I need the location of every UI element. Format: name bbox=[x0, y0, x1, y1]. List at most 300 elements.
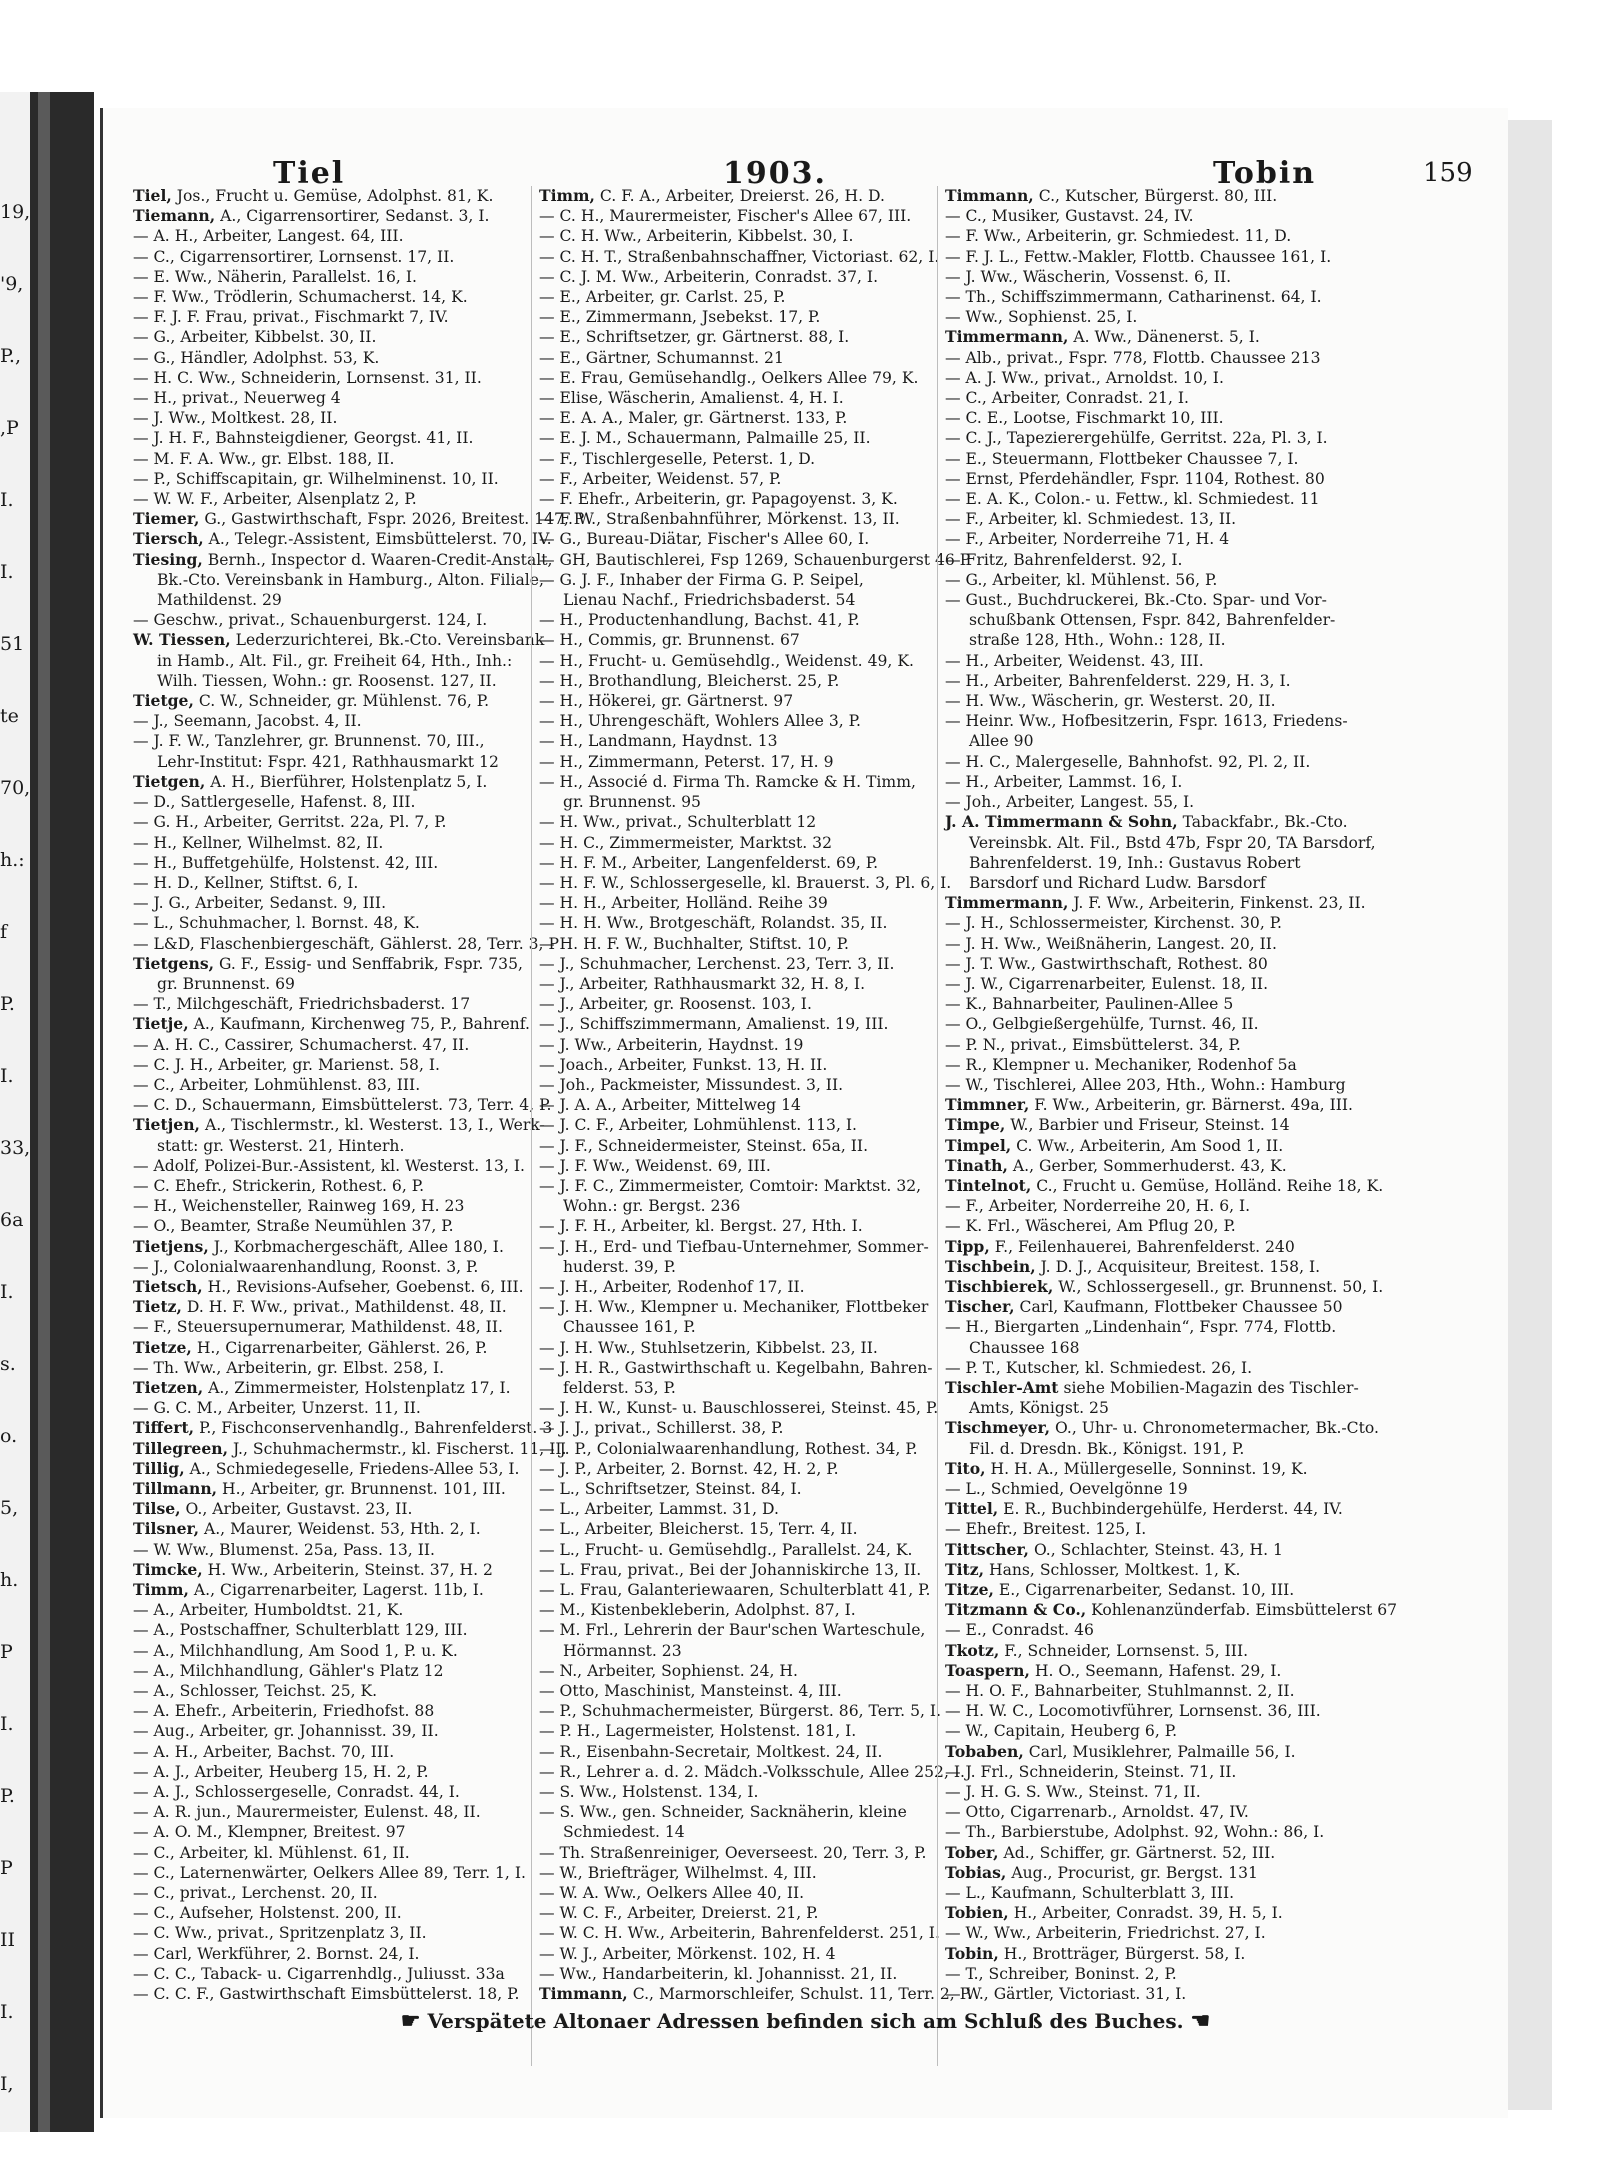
left-page-text-fragment: 70, bbox=[0, 777, 31, 799]
entry-surname: Tintelnot, bbox=[945, 1175, 1032, 1195]
entry-text: — E. A. A., Maler, gr. Gärtnerst. 133, P. bbox=[539, 409, 848, 428]
entry-surname: Tietsch, bbox=[133, 1276, 203, 1296]
entry-continuation bbox=[945, 873, 1335, 893]
entry-text: H., Arbeiter, Conradst. 39, H. 5, I. bbox=[1008, 1904, 1283, 1923]
entry-text: H., Cigarrenarbeiter, Gählerst. 26, P. bbox=[191, 1338, 488, 1357]
entry-surname: Timmner, bbox=[945, 1095, 1030, 1115]
directory-entry bbox=[133, 1580, 523, 1600]
entry-text: — H. H. F. W., Buchhalter, Stiftst. 10, P. bbox=[539, 934, 850, 953]
entry-text: — J. C. F., Arbeiter, Lohmühlenst. 113, I. bbox=[539, 1116, 858, 1135]
entry-continuation bbox=[133, 752, 523, 772]
left-page-text-fragment: 5, bbox=[0, 1497, 19, 1519]
entry-text: G. F., Essig- und Senffabrik, Fspr. 735, bbox=[214, 954, 523, 973]
directory-entry bbox=[133, 449, 523, 469]
entry-surname: Tischmeyer, bbox=[945, 1418, 1051, 1438]
entry-text: — F. W., Straßenbahnführer, Mörkenst. 13, II. bbox=[539, 510, 900, 529]
entry-text: C. Ww., Arbeiterin, Am Sood 1, II. bbox=[1011, 1136, 1284, 1155]
directory-entry bbox=[539, 509, 929, 529]
directory-entry bbox=[539, 1843, 929, 1863]
entry-text: — W., Capitain, Heuberg 6, P. bbox=[945, 1722, 1178, 1741]
directory-entry bbox=[945, 1742, 1335, 1762]
directory-entry bbox=[539, 1035, 929, 1055]
entry-text: Schmiedest. 14 bbox=[563, 1823, 685, 1842]
directory-entry bbox=[945, 1459, 1335, 1479]
pointing-hand-icon: ☚ bbox=[1190, 2008, 1211, 2034]
entry-text: — L. Frau, Galanteriewaaren, Schulterblatt 41, P. bbox=[539, 1581, 931, 1600]
entry-text: — E. J. M., Schauermann, Palmaille 25, II. bbox=[539, 429, 871, 448]
directory-entry bbox=[539, 630, 929, 650]
entry-text: — Th., Barbierstube, Adolphst. 92, Wohn.: 86, I. bbox=[945, 1823, 1325, 1842]
directory-entry bbox=[539, 812, 929, 832]
entry-text: — G. H., Arbeiter, Gerritst. 22a, Pl. 7, P. bbox=[133, 813, 447, 832]
entry-text: — H., Zimmermann, Peterst. 17, H. 9 bbox=[539, 752, 834, 771]
directory-entry bbox=[945, 994, 1335, 1014]
directory-entry bbox=[539, 1701, 942, 1721]
book-spine-highlight bbox=[38, 92, 50, 2132]
entry-text: Fil. d. Dresdn. Bk., Königst. 191, P. bbox=[969, 1439, 1245, 1458]
entry-text: — A., Postschaffner, Schulterblatt 129, III. bbox=[133, 1621, 468, 1640]
directory-entry bbox=[539, 833, 929, 853]
directory-entry bbox=[945, 307, 1335, 327]
directory-entry bbox=[945, 428, 1335, 448]
entry-text: — Elise, Wäscherin, Amalienst. 4, H. I. bbox=[539, 389, 844, 408]
entry-text: — A. H., Arbeiter, Bachst. 70, III. bbox=[133, 1742, 395, 1761]
directory-entry bbox=[945, 1377, 1359, 1398]
directory-entry bbox=[133, 1600, 523, 1620]
left-page-text-fragment: I. bbox=[0, 1713, 14, 1735]
entry-text: — R., Lehrer a. d. 2. Mädch.-Volksschule, Allee 252, I. bbox=[539, 1762, 965, 1781]
entry-text: — J. P., Colonialwaarenhandlung, Rothest. 34, P. bbox=[539, 1439, 918, 1458]
header-year: 1903. bbox=[723, 156, 827, 191]
entry-text: — F., Steuersupernumerar, Mathildenst. 48, II. bbox=[133, 1318, 503, 1337]
directory-entry bbox=[945, 1358, 1335, 1378]
directory-entry bbox=[133, 1176, 523, 1196]
entry-text: — H., Commis, gr. Brunnenst. 67 bbox=[539, 631, 800, 650]
page-number: 159 bbox=[1423, 158, 1473, 188]
directory-entry bbox=[133, 348, 523, 368]
directory-entry bbox=[133, 408, 523, 428]
directory-entry bbox=[945, 509, 1335, 529]
directory-entry bbox=[539, 1620, 929, 1640]
entry-surname: Tiersch, bbox=[133, 529, 204, 549]
directory-entry bbox=[945, 408, 1335, 428]
left-page-text-fragment: I. bbox=[0, 2001, 14, 2023]
entry-text: schußbank Ottensen, Fspr. 842, Bahrenfelder- bbox=[969, 611, 1336, 630]
directory-entry bbox=[133, 1721, 523, 1741]
entry-text: — K., Bahnarbeiter, Paulinen-Allee 5 bbox=[945, 995, 1234, 1014]
directory-entry bbox=[539, 752, 929, 772]
entry-text: — H., privat., Neuerweg 4 bbox=[133, 389, 341, 408]
directory-entry bbox=[539, 1277, 929, 1297]
entry-text: H., Revisions-Aufseher, Goebenst. 6, III. bbox=[202, 1277, 524, 1296]
directory-entry bbox=[133, 1257, 523, 1277]
directory-entry bbox=[133, 186, 523, 206]
directory-entry bbox=[133, 1035, 523, 1055]
entry-text: — Joach., Arbeiter, Funkst. 13, H. II. bbox=[539, 1055, 828, 1074]
entry-continuation bbox=[133, 974, 523, 994]
entry-text: — H., Uhrengeschäft, Wohlers Allee 3, P. bbox=[539, 712, 861, 731]
entry-text: — Alb., privat., Fspr. 778, Flottb. Chaussee 213 bbox=[945, 348, 1321, 367]
directory-entry bbox=[133, 1742, 523, 1762]
entry-text: — C. H. Ww., Arbeiterin, Kibbelst. 30, I. bbox=[539, 227, 854, 246]
entry-text: — J. H. R., Gastwirthschaft u. Kegelbahn, Bahren- bbox=[539, 1358, 933, 1377]
entry-text: — A. J. Ww., privat., Arnoldst. 10, I. bbox=[945, 368, 1224, 387]
entry-text: Tabackfabr., Bk.-Cto. bbox=[1177, 813, 1348, 832]
entry-text: — C., Musiker, Gustavst. 24, IV. bbox=[945, 207, 1194, 226]
directory-entry bbox=[945, 1115, 1335, 1135]
entry-text: A., Telegr.-Assistent, Eimsbüttelerst. 70, IV. bbox=[203, 530, 552, 549]
directory-entry bbox=[539, 1661, 929, 1681]
directory-entry bbox=[539, 1519, 929, 1539]
entry-text: — C. J. M. Ww., Arbeiterin, Conradst. 37, I. bbox=[539, 267, 879, 286]
entry-text: — L., Frucht- u. Gemüsehdlg., Parallelst. 24, K. bbox=[539, 1540, 913, 1559]
entry-text: A. Ww., Dänenerst. 5, I. bbox=[1068, 328, 1260, 347]
directory-entry bbox=[945, 1297, 1343, 1317]
entry-text: — C. H. T., Straßenbahnschaffner, Victoriast. 62, I. bbox=[539, 247, 940, 266]
entry-surname: Tischer, bbox=[945, 1297, 1015, 1317]
directory-entry bbox=[945, 1237, 1335, 1257]
entry-surname: Tilsner, bbox=[133, 1519, 199, 1539]
directory-entry bbox=[133, 772, 523, 792]
entry-text: — H. D., Kellner, Stiftst. 6, I. bbox=[133, 873, 359, 892]
entry-text: — E., Zimmermann, Jsebekst. 17, P. bbox=[539, 308, 821, 327]
entry-text: Carl, Musiklehrer, Palmaille 56, I. bbox=[1023, 1742, 1296, 1761]
entry-text: — J., Seemann, Jacobst. 4, II. bbox=[133, 712, 362, 731]
directory-entry bbox=[945, 1418, 1379, 1438]
left-page-text-fragment: s. bbox=[0, 1353, 16, 1375]
directory-entry bbox=[539, 1923, 940, 1943]
entry-surname: Tischbierek, bbox=[945, 1276, 1054, 1296]
directory-entry bbox=[133, 1883, 523, 1903]
entry-surname: Timm, bbox=[133, 1580, 189, 1600]
entry-text: — H. F. M., Arbeiter, Langenfelderst. 69, P. bbox=[539, 853, 879, 872]
directory-entry bbox=[539, 1398, 939, 1418]
entry-text: J., Korbmachergeschäft, Allee 180, I. bbox=[208, 1237, 504, 1256]
directory-entry bbox=[539, 226, 929, 246]
directory-entry bbox=[539, 934, 929, 954]
entry-text: — E., Steuermann, Flottbeker Chaussee 7, I. bbox=[945, 449, 1299, 468]
entry-surname: Tobin, bbox=[945, 1943, 999, 1963]
directory-entry bbox=[945, 186, 1335, 206]
directory-entry bbox=[539, 570, 929, 590]
entry-text: — A., Milchhandlung, Am Sood 1, P. u. K. bbox=[133, 1641, 458, 1660]
entry-continuation bbox=[539, 590, 929, 610]
directory-entry bbox=[539, 1540, 929, 1560]
left-page-text-fragment: I. bbox=[0, 561, 14, 583]
entry-text: Bernh., Inspector d. Waaren-Credit-Anstalt, bbox=[202, 550, 553, 569]
entry-text: Hans, Schlosser, Moltkest. 1, K. bbox=[984, 1560, 1241, 1579]
entry-text: F., Feilenhauerei, Bahrenfelderst. 240 bbox=[989, 1237, 1295, 1256]
directory-entry bbox=[539, 873, 952, 893]
directory-entry bbox=[133, 428, 523, 448]
directory-entry bbox=[133, 610, 523, 630]
directory-entry bbox=[133, 1822, 523, 1842]
directory-entry bbox=[133, 1499, 523, 1519]
left-page-text-fragment: 33, bbox=[0, 1137, 31, 1159]
entry-text: — W. C. H. Ww., Arbeiterin, Bahrenfelderst. 251, I. bbox=[539, 1924, 940, 1943]
entry-surname: Tinath, bbox=[945, 1155, 1008, 1175]
entry-text: W., Schlossergesell., gr. Brunnenst. 50, I. bbox=[1053, 1277, 1384, 1296]
entry-text: — C. Ww., privat., Spritzenplatz 3, II. bbox=[133, 1924, 427, 1943]
entry-text: — J. P., Arbeiter, 2. Bornst. 42, H. 2, P. bbox=[539, 1459, 839, 1478]
entry-text: W., Barbier und Friseur, Steinst. 14 bbox=[1005, 1116, 1290, 1135]
entry-text: — F. Ww., Arbeiterin, gr. Schmiedest. 11, D. bbox=[945, 227, 1292, 246]
entry-continuation bbox=[539, 1378, 929, 1398]
entry-text: — A. J., Arbeiter, Heuberg 15, H. 2, P. bbox=[133, 1762, 429, 1781]
entry-text: — T., Milchgeschäft, Friedrichsbaderst. 17 bbox=[133, 995, 471, 1014]
entry-text: — Carl, Werkführer, 2. Bornst. 24, I. bbox=[133, 1944, 420, 1963]
entry-surname: Tiesing, bbox=[133, 549, 203, 569]
entry-text: — H., Weichensteller, Rainweg 169, H. 23 bbox=[133, 1197, 465, 1216]
entry-text: Bk.-Cto. Vereinsbank in Hamburg., Alton. Filiale, bbox=[157, 570, 544, 589]
directory-entry bbox=[133, 1519, 523, 1539]
entry-text: — J. J., privat., Schillerst. 38, P. bbox=[539, 1419, 784, 1438]
directory-entry bbox=[539, 1418, 929, 1438]
directory-entry bbox=[133, 1843, 523, 1863]
entry-surname: Tillig, bbox=[133, 1458, 185, 1478]
entry-text: felderst. 53, P. bbox=[563, 1378, 676, 1397]
entry-text: — W. J., Arbeiter, Mörkenst. 102, H. 4 bbox=[539, 1944, 836, 1963]
entry-continuation bbox=[945, 853, 1335, 873]
directory-entry bbox=[539, 1762, 965, 1782]
entry-text: — L., Schuhmacher, l. Bornst. 48, K. bbox=[133, 914, 420, 933]
directory-entry bbox=[133, 1782, 523, 1802]
entry-text: statt: gr. Westerst. 21, Hinterh. bbox=[157, 1136, 405, 1155]
directory-entry bbox=[133, 287, 523, 307]
entry-text: siehe Mobilien-Magazin des Tischler- bbox=[1058, 1378, 1359, 1397]
entry-text: — H., Buffetgehülfe, Holstenst. 42, III. bbox=[133, 853, 439, 872]
directory-entry bbox=[133, 267, 523, 287]
entry-surname: Titz, bbox=[945, 1559, 985, 1579]
directory-entry bbox=[945, 1600, 1398, 1620]
directory-entry bbox=[539, 1580, 929, 1600]
entry-text: O., Schlachter, Steinst. 43, H. 1 bbox=[1028, 1540, 1283, 1559]
directory-entry bbox=[539, 186, 929, 206]
directory-entry bbox=[945, 1519, 1335, 1539]
directory-entry bbox=[539, 1964, 929, 1984]
entry-text: — E. Frau, Gemüsehandlg., Oelkers Allee 79, K. bbox=[539, 368, 919, 387]
directory-entry bbox=[945, 529, 1335, 549]
entry-text: — H., Hökerei, gr. Gärtnerst. 97 bbox=[539, 692, 794, 711]
entry-text: — J. F. C., Zimmermeister, Comtoir: Marktst. 32, bbox=[539, 1176, 922, 1195]
entry-surname: Timpe, bbox=[945, 1115, 1006, 1135]
entry-text: H. O., Seemann, Hafenst. 29, I. bbox=[1029, 1661, 1282, 1680]
entry-text: H., Brotträger, Bürgerst. 58, I. bbox=[998, 1944, 1246, 1963]
entry-text: — C. D., Schauermann, Eimsbüttelerst. 73, Terr. 4, P. bbox=[133, 1096, 552, 1115]
entry-text: — Otto, Maschinist, Mansteinst. 4, III. bbox=[539, 1682, 842, 1701]
entry-text: huderst. 39, P. bbox=[563, 1257, 676, 1276]
entry-surname: Tietje, bbox=[133, 1014, 189, 1034]
footer-text: Verspätete Altonaer Adressen befinden sich am Schluß des Buches. bbox=[427, 2009, 1184, 2033]
directory-entry bbox=[945, 1782, 1335, 1802]
directory-entry bbox=[133, 1964, 523, 1984]
entry-text: C., Kutscher, Bürgerst. 80, III. bbox=[1033, 187, 1278, 205]
entry-text: — GH, Bautischlerei, Fsp 1269, Schauenburgerst 46 P bbox=[539, 550, 971, 569]
entry-surname: Timmermann, bbox=[945, 893, 1069, 913]
entry-text: Mathildenst. 29 bbox=[157, 591, 282, 610]
entry-text: — C., Arbeiter, Conradst. 21, I. bbox=[945, 389, 1190, 408]
left-page-text-fragment: P bbox=[0, 1641, 13, 1663]
entry-surname: Tiffert, bbox=[133, 1418, 195, 1438]
entry-text: A., Kaufmann, Kirchenweg 75, P., Bahrenf. bbox=[188, 1015, 530, 1034]
entry-continuation bbox=[945, 1398, 1335, 1418]
entry-text: A., Zimmermeister, Holstenplatz 17, I. bbox=[203, 1378, 511, 1397]
directory-entry bbox=[539, 994, 929, 1014]
directory-entry bbox=[945, 913, 1335, 933]
entry-text: A., Gerber, Sommerhuderst. 43, K. bbox=[1007, 1156, 1287, 1175]
entry-surname: Tittel, bbox=[945, 1499, 999, 1519]
left-page-text-fragment: I, bbox=[0, 2073, 14, 2095]
directory-entry bbox=[945, 1055, 1335, 1075]
entry-surname: Tilse, bbox=[133, 1499, 181, 1519]
entry-text: — H., Associé d. Firma Th. Ramcke & H. Timm, bbox=[539, 772, 916, 791]
directory-entry bbox=[133, 1620, 523, 1640]
entry-text: Aug., Procurist, gr. Bergst. 131 bbox=[1006, 1863, 1258, 1882]
left-page-text-fragment: II bbox=[0, 1929, 16, 1951]
directory-entry bbox=[539, 1944, 929, 1964]
directory-entry bbox=[945, 1620, 1335, 1640]
entry-text: — J. H. G. S. Ww., Steinst. 71, II. bbox=[945, 1783, 1201, 1802]
entry-text: — J., Arbeiter, Rathhausmarkt 32, H. 8, I. bbox=[539, 974, 866, 993]
directory-entry bbox=[133, 1479, 523, 1499]
entry-text: — H. Ww., privat., Schulterblatt 12 bbox=[539, 813, 817, 832]
entry-text: O., Uhr- u. Chronometermacher, Bk.-Cto. bbox=[1050, 1419, 1379, 1438]
entry-text: — F., Arbeiter, Norderreihe 71, H. 4 bbox=[945, 530, 1230, 549]
directory-entry bbox=[945, 1964, 1335, 1984]
entry-text: — M., Kistenbekleberin, Adolphst. 87, I. bbox=[539, 1601, 856, 1620]
entry-surname: Tietgens, bbox=[133, 953, 215, 973]
entry-text: Ad., Schiffer, gr. Gärtnerst. 52, III. bbox=[998, 1843, 1276, 1862]
entry-text: — R., Eisenbahn-Secretair, Moltkest. 24, II. bbox=[539, 1742, 883, 1761]
directory-entry bbox=[133, 206, 523, 226]
directory-entry bbox=[945, 368, 1335, 388]
entry-text: Lienau Nachf., Friedrichsbaderst. 54 bbox=[563, 591, 856, 610]
entry-text: Chaussee 161, P. bbox=[563, 1318, 696, 1337]
directory-entry bbox=[133, 1237, 523, 1257]
entry-text: — J. H. Ww., Stuhlsetzerin, Kibbelst. 23, II. bbox=[539, 1338, 878, 1357]
directory-entry bbox=[539, 853, 929, 873]
entry-text: — F., Tischlergeselle, Peterst. 1, D. bbox=[539, 449, 816, 468]
directory-entry bbox=[945, 752, 1335, 772]
directory-entry bbox=[133, 469, 523, 489]
entry-text: — H., Arbeiter, Bahrenfelderst. 229, H. 3, I. bbox=[945, 671, 1291, 690]
entry-continuation bbox=[539, 792, 929, 812]
entry-text: O., Arbeiter, Gustavst. 23, II. bbox=[180, 1500, 413, 1519]
directory-entry bbox=[945, 1802, 1335, 1822]
entry-text: — K. Frl., Wäscherei, Am Pflug 20, P. bbox=[945, 1217, 1236, 1236]
directory-entry bbox=[133, 1014, 530, 1034]
entry-text: — G., Bureau-Diätar, Fischer's Allee 60, I. bbox=[539, 530, 870, 549]
entry-text: — J., Arbeiter, gr. Roosenst. 103, I. bbox=[539, 995, 812, 1014]
directory-entry bbox=[945, 893, 1366, 913]
entry-text: — M. F. A. Ww., gr. Elbst. 188, II. bbox=[133, 449, 395, 468]
entry-text: — J. F. Ww., Weidenst. 69, III. bbox=[539, 1156, 771, 1175]
directory-entry bbox=[945, 1540, 1335, 1560]
entry-text: Allee 90 bbox=[969, 732, 1034, 751]
directory-entry bbox=[945, 1499, 1343, 1519]
entry-continuation bbox=[945, 833, 1376, 853]
entry-surname: Tietz, bbox=[133, 1297, 182, 1317]
entry-text: — C. H., Maurermeister, Fischer's Allee 67, III. bbox=[539, 207, 912, 226]
directory-entry bbox=[133, 1055, 523, 1075]
directory-entry bbox=[133, 1661, 523, 1681]
entry-text: — Aug., Arbeiter, gr. Johannisst. 39, II. bbox=[133, 1722, 439, 1741]
pointing-hand-icon: ☛ bbox=[400, 2008, 421, 2034]
directory-entry bbox=[945, 1035, 1335, 1055]
entry-text: — H., Kellner, Wilhelmst. 82, II. bbox=[133, 833, 384, 852]
entry-text: — G., Arbeiter, Kibbelst. 30, II. bbox=[133, 328, 377, 347]
directory-entry bbox=[539, 731, 929, 751]
entry-text: J. D. J., Acquisiteur, Breitest. 158, I. bbox=[1035, 1257, 1321, 1276]
entry-text: — F. J. F. Frau, privat., Fischmarkt 7, IV. bbox=[133, 308, 449, 327]
entry-text: — R., Klempner u. Mechaniker, Rodenhof 5a bbox=[945, 1055, 1297, 1074]
directory-entry bbox=[945, 1721, 1335, 1741]
left-page-text-fragment: P., bbox=[0, 345, 22, 367]
entry-text: — Fritz, Bahrenfelderst. 92, I. bbox=[945, 550, 1183, 569]
directory-entry bbox=[133, 1438, 567, 1459]
directory-entry bbox=[133, 873, 523, 893]
entry-text: — H., Landmann, Haydnst. 13 bbox=[539, 732, 778, 751]
directory-entry bbox=[945, 327, 1335, 347]
entry-text: — A., Schlosser, Teichst. 25, K. bbox=[133, 1682, 378, 1701]
entry-text: Wohn.: gr. Bergst. 236 bbox=[563, 1197, 741, 1216]
directory-entry bbox=[945, 792, 1335, 812]
directory-entry bbox=[133, 1398, 523, 1418]
entry-surname: Timmann, bbox=[539, 1984, 628, 2004]
directory-entry bbox=[133, 1317, 523, 1337]
entry-surname: Tietge, bbox=[133, 691, 194, 711]
directory-entry bbox=[133, 529, 552, 549]
entry-text: — E. A. K., Colon.- u. Fettw., kl. Schmiedest. 11 bbox=[945, 490, 1320, 509]
entry-continuation bbox=[945, 630, 1335, 650]
directory-entry bbox=[133, 1378, 523, 1398]
directory-entry bbox=[133, 853, 523, 873]
left-page-text-fragment: 19, bbox=[0, 201, 31, 223]
entry-text: — J. H., Arbeiter, Rodenhof 17, II. bbox=[539, 1277, 805, 1296]
entry-text: — J. T. Ww., Gastwirthschaft, Rothest. 80 bbox=[945, 954, 1268, 973]
directory-entry bbox=[133, 893, 523, 913]
directory-entry bbox=[539, 449, 929, 469]
directory-entry bbox=[945, 1944, 1335, 1964]
entry-text: — J. H., Schlossermeister, Kirchenst. 30, P. bbox=[945, 914, 1283, 933]
entry-text: — F. J. L., Fettw.-Makler, Flottb. Chaussee 161, I. bbox=[945, 247, 1332, 266]
directory-entry bbox=[539, 1358, 933, 1378]
entry-text: — L., Kaufmann, Schulterblatt 3, III. bbox=[945, 1884, 1235, 1903]
entry-continuation bbox=[539, 1317, 929, 1337]
directory-entry bbox=[539, 1055, 929, 1075]
entry-text: — G. J. F., Inhaber der Firma G. P. Seipel, bbox=[539, 570, 864, 589]
directory-entry bbox=[945, 1075, 1346, 1095]
entry-text: G., Gastwirthschaft, Fspr. 2026, Breitest. 147, P bbox=[199, 510, 585, 529]
entry-continuation bbox=[133, 1136, 523, 1156]
entry-text: Hörmannst. 23 bbox=[563, 1641, 682, 1660]
entry-text: — F. Ehefr., Arbeiterin, gr. Papagoyenst. 3, K. bbox=[539, 490, 898, 509]
entry-text: — P., Schuhmachermeister, Bürgerst. 86, Terr. 5, I. bbox=[539, 1702, 942, 1721]
entry-text: F., Schneider, Lornsenst. 5, III. bbox=[999, 1641, 1249, 1660]
directory-entry bbox=[539, 1338, 929, 1358]
entry-text: — J. W., Cigarrenarbeiter, Eulenst. 18, II. bbox=[945, 974, 1269, 993]
left-page-text-fragment: 6a bbox=[0, 1209, 24, 1231]
entry-text: — H. O. F., Bahnarbeiter, Stuhlmannst. 2, II. bbox=[945, 1682, 1295, 1701]
entry-text: — W. W. F., Arbeiter, Alsenplatz 2, P. bbox=[133, 490, 417, 509]
left-page-text-fragment: 51 bbox=[0, 633, 25, 655]
directory-entry bbox=[133, 833, 523, 853]
directory-entry bbox=[945, 1883, 1335, 1903]
left-page-text-fragment: h. bbox=[0, 1569, 19, 1591]
entry-text: — C., Arbeiter, kl. Mühlenst. 61, II. bbox=[133, 1843, 410, 1862]
left-page-text-fragment: I. bbox=[0, 1281, 14, 1303]
directory-entry bbox=[945, 247, 1335, 267]
